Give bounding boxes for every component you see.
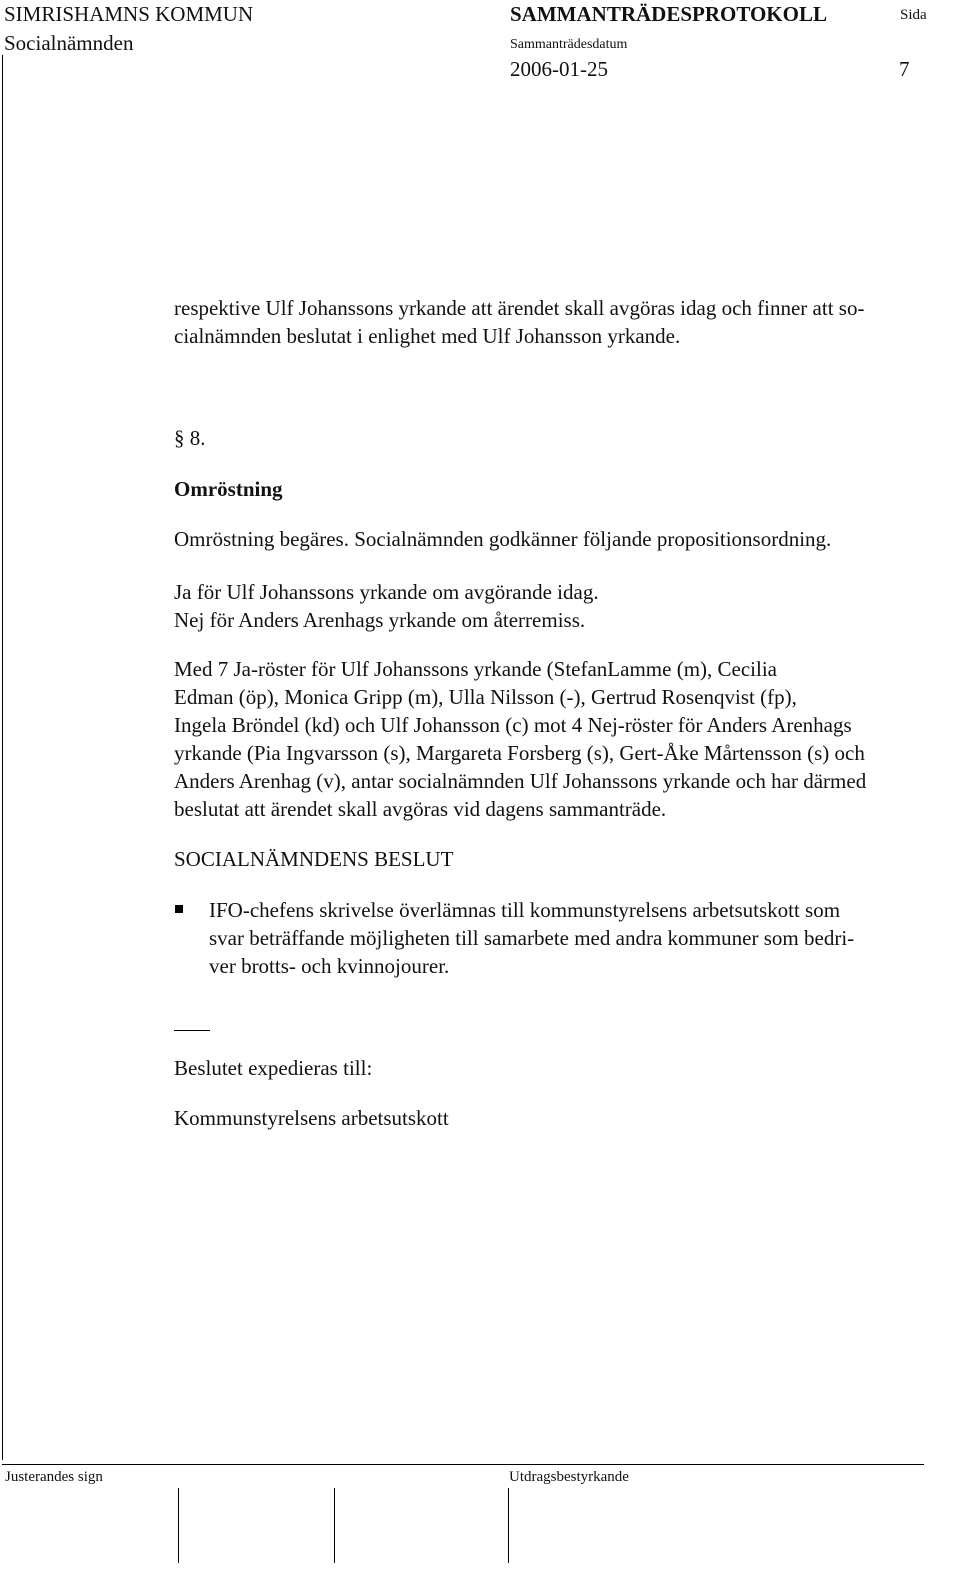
text-line: cialnämnden beslutat i enlighet med Ulf Johansson yrkande.	[174, 324, 681, 348]
signature-box-divider	[508, 1488, 509, 1563]
signature-box-divider	[334, 1488, 335, 1563]
separator-dash	[174, 1030, 210, 1031]
intro-paragraph	[174, 294, 960, 350]
text-line: Nej för Anders Arenhags yrkande om återremiss.	[174, 608, 586, 632]
footer-rule	[2, 1464, 924, 1465]
vote-result	[174, 655, 960, 823]
dispatch-recipient: Kommunstyrelsens arbetsutskott	[174, 1106, 449, 1130]
signature-label: Justerandes sign	[5, 1469, 103, 1485]
text-line: respektive Ulf Johanssons yrkande att ärendet skall avgöras idag och finner att so-	[174, 296, 865, 320]
signature-box-divider	[178, 1488, 179, 1563]
left-margin-rule	[2, 55, 3, 1460]
text-line: Edman (öp), Monica Gripp (m), Ulla Nilsson (-), Gertrud Rosenqvist (fp),	[174, 685, 797, 709]
bullet-square-icon	[175, 905, 183, 913]
municipality-name: SIMRISHAMNS KOMMUN	[4, 2, 254, 26]
committee-name: Socialnämnden	[4, 31, 134, 55]
text-line: ver brotts- och kvinnojourer.	[209, 954, 450, 978]
text-line: Omröstning begäres. Socialnämnden godkänner följande propositionsordning.	[174, 527, 832, 551]
text-line: Med 7 Ja-röster för Ulf Johanssons yrkande (StefanLamme (m), Cecilia	[174, 657, 777, 681]
certification-label: Utdragsbestyrkande	[509, 1469, 629, 1485]
dispatch-label: Beslutet expedieras till:	[174, 1056, 373, 1080]
text-line: Ingela Bröndel (kd) och Ulf Johansson (c) mot 4 Nej-röster för Anders Arenhags	[174, 713, 852, 737]
vote-procedure	[174, 525, 960, 553]
page-label: Sida	[900, 7, 927, 23]
text-line: IFO-chefens skrivelse överlämnas till kommunstyrelsens arbetsutskott som	[209, 898, 841, 922]
decision-heading: SOCIALNÄMNDENS BESLUT	[174, 847, 454, 871]
text-line: beslutat att ärendet skall avgöras vid dagens sammanträde.	[174, 797, 667, 821]
text-line: Anders Arenhag (v), antar socialnämnden Ulf Johanssons yrkande och har därmed	[174, 769, 867, 793]
decision-text	[209, 896, 949, 980]
vote-options	[174, 578, 960, 634]
date-label: Sammanträdesdatum	[510, 37, 628, 52]
text-line: Ja för Ulf Johanssons yrkande om avgörande idag.	[174, 580, 599, 604]
page-number: 7	[899, 57, 910, 81]
section-title: Omröstning	[174, 477, 283, 501]
text-line: svar beträffande möjligheten till samarbete med andra kommuner som bedri-	[209, 926, 855, 950]
protocol-title: SAMMANTRÄDESPROTOKOLL	[510, 2, 827, 26]
meeting-date: 2006-01-25	[510, 57, 608, 81]
section-number: § 8.	[174, 426, 206, 450]
text-line: yrkande (Pia Ingvarsson (s), Margareta Forsberg (s), Gert-Åke Mårtensson (s) och	[174, 741, 865, 765]
